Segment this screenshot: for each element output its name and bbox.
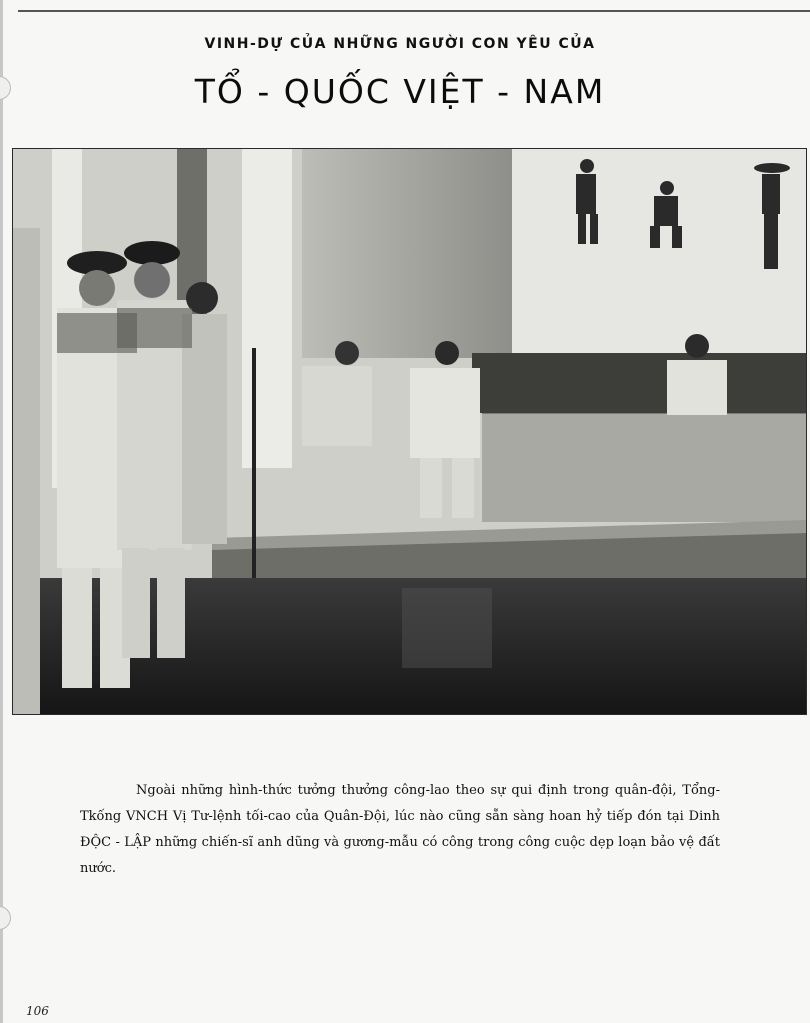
- page-edge: [0, 0, 3, 1023]
- page-title: TỔ - QUỐC VIỆT - NAM: [194, 72, 606, 111]
- page-number: 106: [26, 1004, 49, 1018]
- binder-hole: [0, 906, 11, 930]
- photo-caption: [80, 778, 720, 882]
- ceremony-photo: [12, 148, 807, 715]
- ceremony-photo-graphic: [12, 148, 807, 715]
- top-rule: [18, 10, 810, 12]
- page-kicker: VINH-DỰ CỦA NHỮNG NGƯỜI CON YÊU CỦA: [204, 36, 596, 52]
- caption-text: Ngoài những hình-thức tưởng thưởng công-lao theo sự qui định trong quân-đội, Tổng-Tkống VNCH Vị Tư-lệnh tối-cao của Quân-Đội, lúc nào cũng sẵn sàng hoan hỷ tiếp đón tại Dinh ĐỘC - LẬP những chiến-sĩ anh dũng và gương-mẫu có công trong công cuộc dẹp loạn bảo vệ đất nước.: [80, 783, 720, 876]
